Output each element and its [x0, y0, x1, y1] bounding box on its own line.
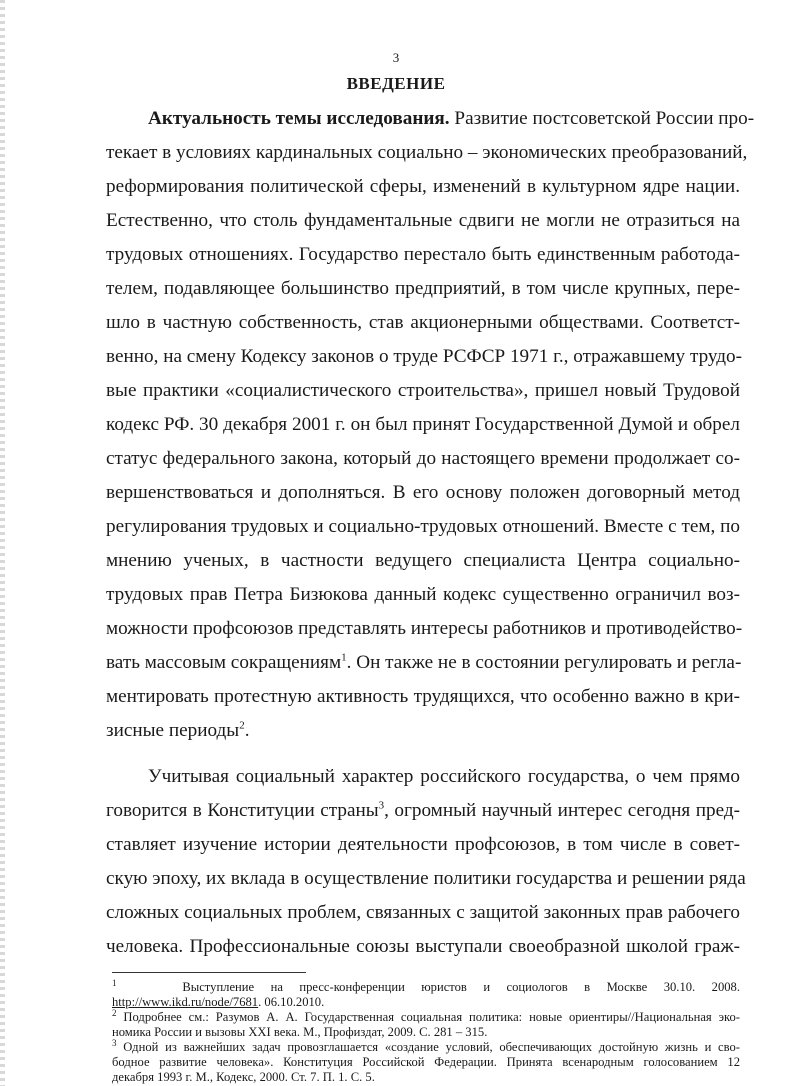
paragraph-2-line: говорится в Конституции страны$^3$, огромный научный интерес сегодня пред-: [106, 799, 740, 821]
footnote-2: $^2$ Подробнее см.: Разумов А. А. Государственная социальная политика: новые ориентиры//Национальная эко-: [112, 1007, 740, 1024]
paragraph-2-line: Учитывая социальный характер российского государства, о чем прямо: [148, 766, 740, 787]
paragraph-2-line: сложных социальных проблем, связанных с защитой законных прав рабочего: [106, 902, 740, 923]
footnote-1-line-2: http://www.ikd.ru/node/7681. 06.10.2010.: [112, 995, 325, 1009]
paragraph-1-line: мнению ученых, в частности ведущего специалиста Центра социально-: [106, 550, 740, 571]
footnote-3-line-3: декабря 1993 г. М., Кодекс, 2000. Ст. 7. П. 1. С. 5.: [112, 1070, 375, 1084]
paragraph-1-line: статус федерального закона, который до настоящего времени продолжает со-: [106, 448, 740, 469]
paragraph-1-line: вать массовым сокращениям$^1$. Он также не в состоянии регулировать и регла-: [106, 651, 742, 673]
lead-bold-text: Актуальность темы исследования.: [148, 108, 450, 129]
paragraph-1-line: шло в частную собственность, став акционерными обществами. Соответст-: [106, 312, 740, 333]
paragraph-1-line: можности профсоюзов представлять интересы работников и противодейство-: [106, 618, 743, 639]
paragraph-2-line: человека. Профессиональные союзы выступали своеобразной школой граж-: [106, 936, 740, 957]
paragraph-1-line: Актуальность темы исследования. Развитие постсоветской России про-: [148, 108, 755, 129]
paragraph-1-line: реформирования политической сферы, изменений в культурном ядре нации.: [106, 176, 740, 197]
paragraph-1-line: текает в условиях кардинальных социально – экономических преобразований,: [106, 142, 748, 163]
paragraph-1-line: вые практики «социалистического строительства», пришел новый Трудовой: [106, 380, 740, 401]
page-number: 3: [392, 50, 400, 65]
footnote-3-line-2: бодное развитие человека». Конституция Российской Федерации. Принята всенародным голосованием 12: [112, 1055, 740, 1069]
scan-edge-artifact: [0, 0, 5, 1086]
paragraph-1-line: ментировать протестную активность трудящихся, что особенно важно в кри-: [106, 686, 740, 707]
footnote-1: $^1$ Выступление на пресс-конференции юристов и социологов в Москве 30.10. 2008.: [112, 977, 740, 994]
paragraph-1-line: Естественно, что столь фундаментальные сдвиги не могли не отразиться на: [106, 210, 740, 231]
footnote-ref-3[interactable]: 3: [378, 799, 385, 812]
paragraph-1-line: трудовых прав Петра Бизюкова данный кодекс существенно ограничил воз-: [106, 584, 740, 605]
paragraph-1-line: регулирования трудовых и социально-трудовых отношений. Вместе с тем, по: [106, 516, 740, 537]
paragraph-2-line: ставляет изучение истории деятельности профсоюзов, в том числе в совет-: [106, 834, 740, 855]
paragraph-1-line: трудовых отношениях. Государство перестало быть единственным работода-: [106, 244, 740, 265]
paragraph-1-line: кодекс РФ. 30 декабря 2001 г. он был принят Государственной Думой и обрел: [106, 414, 740, 435]
footnote-separator: [112, 972, 306, 973]
paragraph-1-line: вершенствоваться и дополняться. В его основу положен договорный метод: [106, 482, 740, 503]
footnote-ref-2[interactable]: 2: [239, 719, 245, 732]
footnote-1-link[interactable]: http://www.ikd.ru/node/7681: [112, 995, 259, 1009]
footnote-2-line-2: номика России и вызовы XXI века. М., Профиздат, 2009. С. 281 – 315.: [112, 1025, 488, 1039]
page-heading: ВВЕДЕНИЕ: [346, 74, 446, 93]
paragraph-2-line: скую эпоху, их вклада в осуществление политики государства и решении ряда: [106, 868, 746, 889]
footnote-ref-1[interactable]: 1: [341, 651, 347, 664]
paragraph-1-line: венно, на смену Кодексу законов о труде РСФСР 1971 г., отражавшему трудо-: [106, 346, 743, 367]
paragraph-1-line: зисные периоды$^2$.: [106, 719, 250, 741]
footnote-3: $^3$ Одной из важнейших задач провозглашается «создание условий, обеспечивающих достойную жизнь и сво-: [112, 1037, 740, 1054]
paragraph-1-line: телем, подавляющее большинство предприятий, в том числе крупных, пере-: [106, 278, 740, 299]
